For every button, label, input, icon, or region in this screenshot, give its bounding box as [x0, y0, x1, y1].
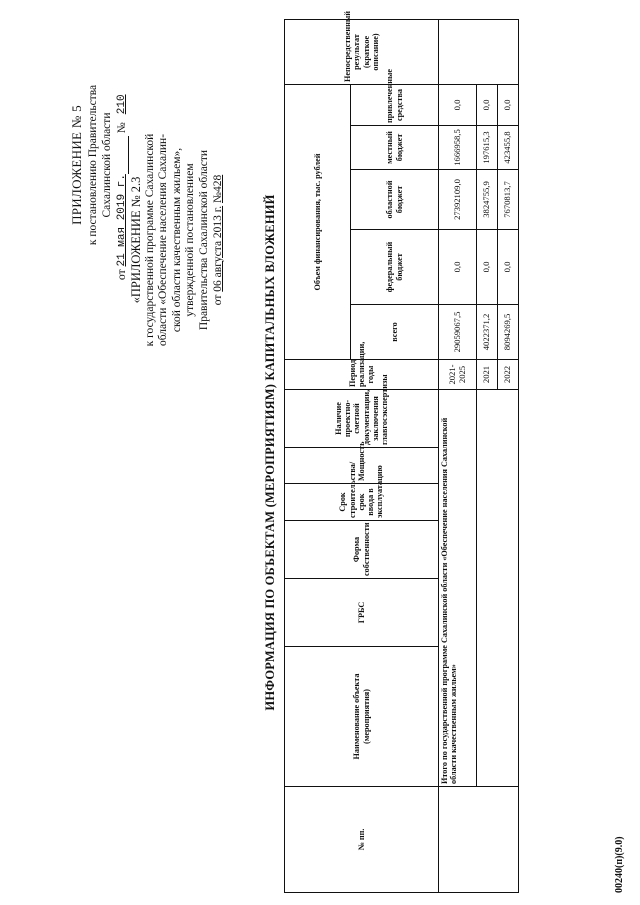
appendix-2-3-title: «ПРИЛОЖЕНИЕ № 2.3	[129, 176, 143, 304]
cell-local: 197615,3	[477, 126, 498, 170]
header-total: всего	[351, 305, 439, 360]
date-value: 21 мая 2019 г.	[116, 174, 128, 267]
appendix-2-3-block	[130, 110, 225, 370]
appendix-5-title: ПРИЛОЖЕНИЕ № 5	[69, 105, 84, 225]
appendix-line-1: к государственной программе Сахалинской	[143, 133, 156, 347]
total-row-label: Итого по государственной программе Сахалинской области «Обеспечение населения Сахалинской области качественным жильем»	[439, 390, 477, 787]
header-result: Непосредственный результат (краткое описание)	[285, 19, 439, 84]
cell-local: 423455,8	[498, 126, 519, 170]
cell-num	[439, 787, 519, 893]
cell-regional: 27392109,0	[439, 170, 477, 230]
header-expertise: Наличие проектно-сметной документации, заключения главгосэкспертизы	[285, 390, 439, 448]
number-value: 210	[116, 94, 128, 115]
appendix-date-value: 06 августа 2013 г.	[211, 205, 224, 292]
cell-regional: 3824755,9	[477, 170, 498, 230]
header-date-line	[115, 50, 129, 280]
cell-period: 2022	[498, 360, 519, 390]
appendix-5-header	[70, 50, 129, 280]
appendix-line-5: Правительства Сахалинской области	[197, 149, 210, 331]
header-regional: областной бюджет	[351, 170, 439, 230]
cell-local: 1666958,5	[439, 126, 477, 170]
cell-total: 29059067,5	[439, 305, 477, 360]
header-line-2: Сахалинской области	[101, 112, 113, 218]
cell-attracted: 0,0	[439, 84, 477, 125]
header-grbs: ГРБС	[285, 579, 439, 647]
appendix-line-2: области «Обеспечение населения Сахалин-	[157, 133, 170, 347]
header-deadline: Срок строительства/срок ввода в эксплуатацию	[285, 484, 439, 521]
header-local: местный бюджет	[351, 126, 439, 170]
header-num: № пп.	[285, 787, 439, 893]
appendix-date-line	[212, 110, 226, 370]
cell-regional: 7670813,7	[498, 170, 519, 230]
header-attracted: привлеченные средства	[351, 84, 439, 125]
cell-attracted: 0,0	[498, 84, 519, 125]
header-name: Наименование объекта (мероприятия)	[285, 647, 439, 787]
cell-result	[439, 19, 519, 84]
appendix-number-label: №	[211, 192, 224, 204]
table-row	[439, 19, 477, 892]
appendix-date-prefix: от	[211, 294, 224, 306]
date-underline	[128, 136, 129, 174]
header-row-1	[285, 19, 351, 892]
header-line-1: к постановлению Правительства	[87, 84, 99, 246]
cell-total: 8094269,5	[498, 305, 519, 360]
header-funding-group: Объем финансирования, тыс. рублей	[285, 84, 351, 359]
cell-attracted: 0,0	[477, 84, 498, 125]
header-federal: федеральный бюджет	[351, 230, 439, 305]
cell-period: 2021	[477, 360, 498, 390]
table-row	[477, 19, 498, 892]
cell-federal: 0,0	[477, 230, 498, 305]
cell-federal: 0,0	[498, 230, 519, 305]
cell-federal: 0,0	[439, 230, 477, 305]
header-period: Период реализации, годы	[285, 360, 439, 390]
header-capacity: Мощность	[285, 448, 439, 484]
appendix-line-4: утвержденной постановлением	[184, 163, 197, 317]
date-prefix: от	[116, 269, 128, 280]
capital-investments-table	[284, 11, 519, 893]
header-ownership: Форма собственности	[285, 521, 439, 579]
footer-code: 00240(п)(9.0)	[614, 836, 625, 893]
appendix-line-3: ской области качественным жильем»,	[170, 147, 183, 333]
number-label: №	[116, 122, 128, 134]
cell-total: 4022371,2	[477, 305, 498, 360]
cell-period: 2021-2025	[439, 360, 477, 390]
appendix-number-value: 428	[211, 174, 224, 193]
cell-spacer	[477, 390, 519, 787]
document-title: ИНФОРМАЦИЯ ПО ОБЪЕКТАМ (МЕРОПРИЯТИЯМ) КАПИТАЛЬНЫХ ВЛОЖЕНИЙ	[263, 194, 277, 711]
